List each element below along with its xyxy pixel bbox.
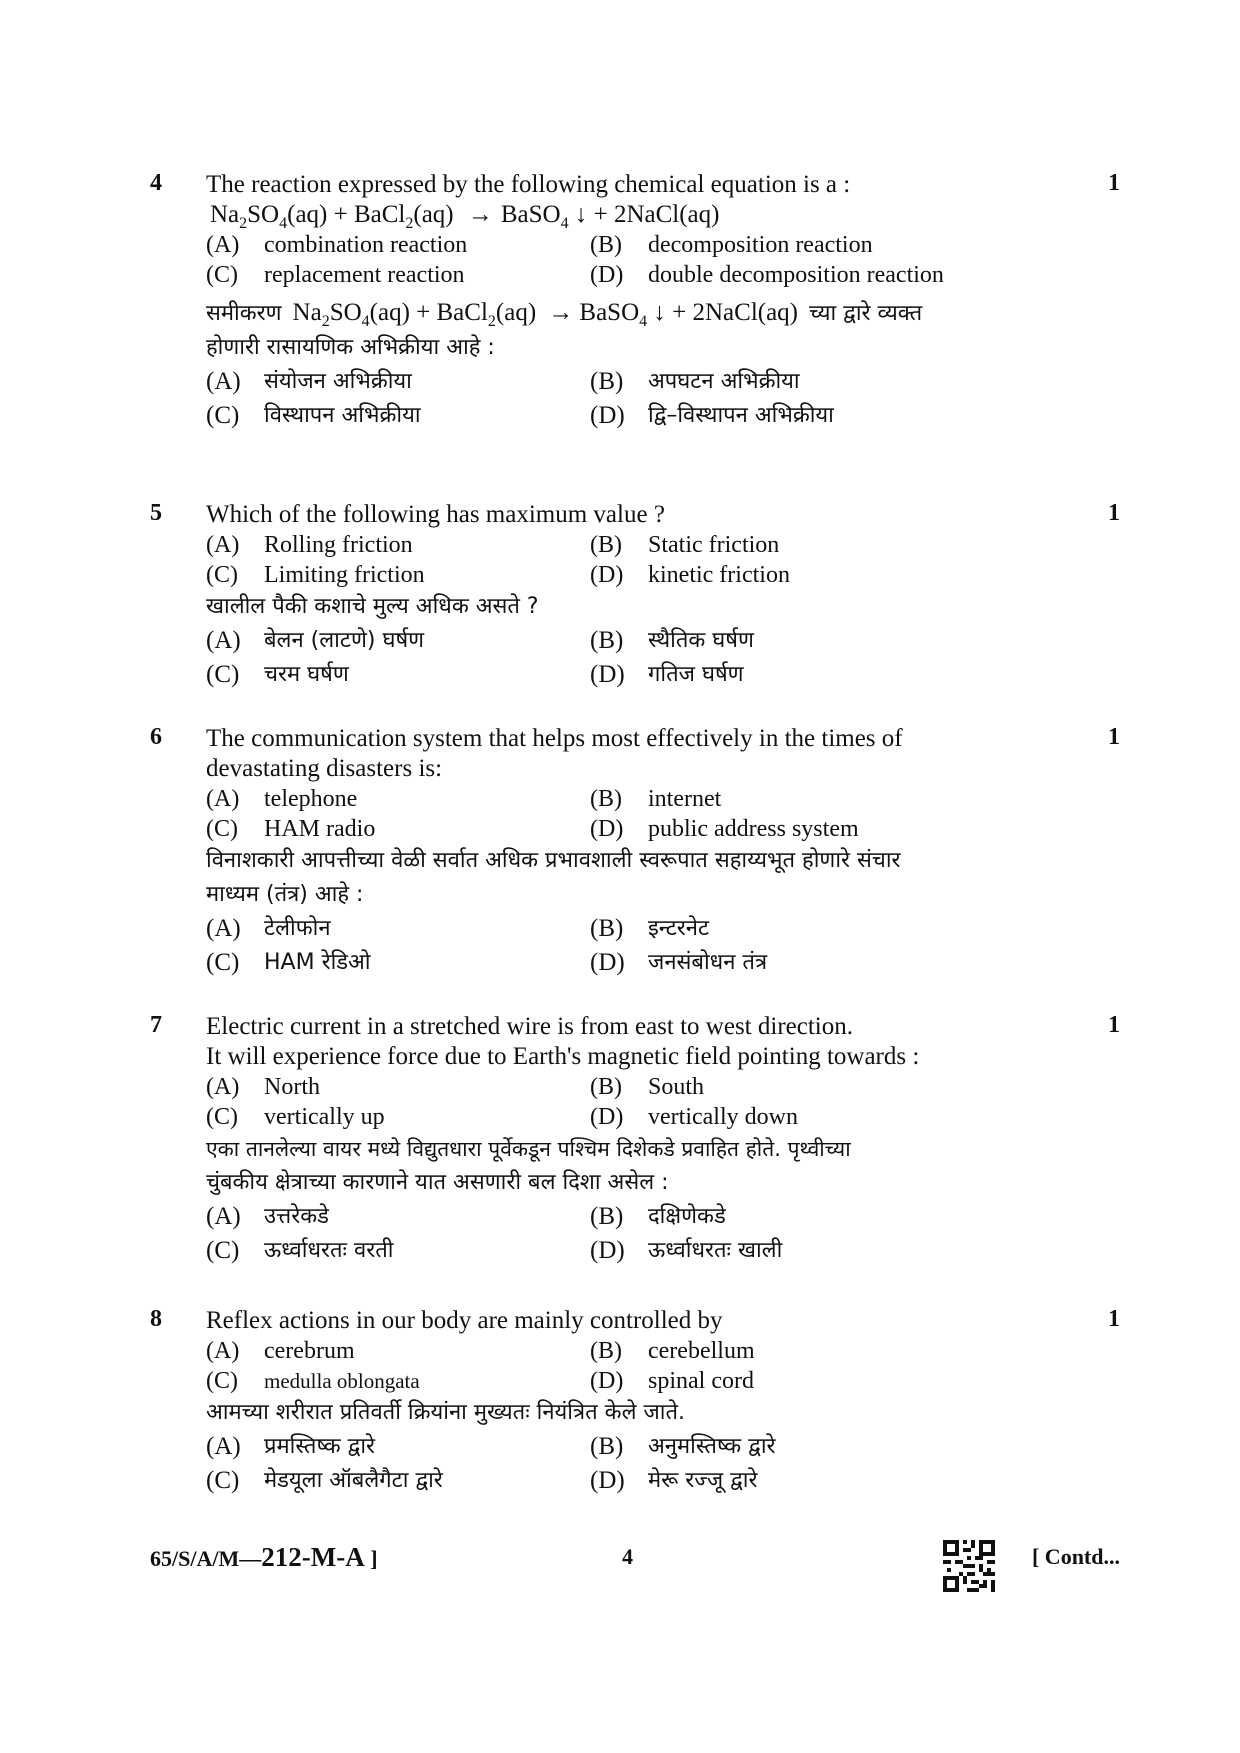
question-stem-mr: एका तानलेल्या वायर मध्ये विद्युतधारा पूर्वेकडून पश्चिम दिशेकडे प्रवाहित होते. पृथ्वीच्या xyxy=(206,1137,851,1161)
question-marks: 1 xyxy=(1108,170,1120,196)
question-stem-en: Electric current in a stretched wire is from east to west direction. xyxy=(206,1013,853,1040)
question-7 xyxy=(150,1012,1120,1272)
page-footer xyxy=(150,1540,1120,1580)
option-d-en[interactable]: (D) public address system xyxy=(590,816,859,842)
option-a-mr[interactable]: (A) प्रमस्तिष्क द्वारे xyxy=(206,1433,376,1460)
question-marks: 1 xyxy=(1108,1012,1120,1038)
option-a-en[interactable]: (A) telephone xyxy=(206,786,358,812)
continued-label: [ Contd... xyxy=(1031,1544,1120,1569)
qr-code-icon xyxy=(943,1540,995,1592)
options-en xyxy=(206,784,1066,844)
option-a-mr[interactable]: (A) टेलीफोन xyxy=(206,915,331,942)
option-d-mr[interactable]: (D) ऊर्ध्वाधरतः खाली xyxy=(590,1237,783,1264)
options-mr xyxy=(206,912,1066,980)
options-mr xyxy=(206,365,1066,433)
question-stem-mr: आमच्या शरीरात प्रतिवर्ती क्रियांना मुख्यतः नियंत्रित केले जाते. xyxy=(206,1400,686,1425)
option-c-en[interactable]: (C) medulla oblongata xyxy=(206,1368,420,1394)
option-b-en[interactable]: (B) cerebellum xyxy=(590,1338,755,1364)
question-stem-mr: समीकरण $Na_2SO_4(aq)$ + BaCl$_2$(aq) → BaSO$_4$ ↓ + 2NaCl(aq) च्या द्वारे व्यक्त xyxy=(206,299,923,330)
question-stem-mr-2: चुंबकीय क्षेत्राच्या कारणाने यात असणारी बल दिशा असेल : xyxy=(206,1170,669,1195)
option-c-mr[interactable]: (C) चरम घर्षण xyxy=(206,661,349,688)
option-c-mr[interactable]: (C) ऊर्ध्वाधरतः वरती xyxy=(206,1237,394,1264)
option-b-en[interactable]: (B) decomposition reaction xyxy=(590,232,873,258)
option-b-en[interactable]: (B) South xyxy=(590,1074,705,1100)
question-number: 8 xyxy=(150,1306,162,1332)
options-en xyxy=(206,1336,1066,1396)
option-d-mr[interactable]: (D) मेरू रज्जू द्वारे xyxy=(590,1467,758,1494)
option-a-en[interactable]: (A) combination reaction xyxy=(206,232,468,258)
question-stem-en-2: devastating disasters is: xyxy=(206,755,443,782)
options-en xyxy=(206,530,1066,590)
option-c-en[interactable]: (C) Limiting friction xyxy=(206,562,425,588)
option-b-mr[interactable]: (B) दक्षिणेकडे xyxy=(590,1203,726,1230)
option-c-mr[interactable]: (C) विस्थापन अभिक्रीया xyxy=(206,402,421,429)
options-en xyxy=(206,1072,1066,1132)
option-a-mr[interactable]: (A) बेलन (लाटणे) घर्षण xyxy=(206,627,425,654)
question-number: 5 xyxy=(150,500,162,526)
option-d-mr[interactable]: (D) जनसंबोधन तंत्र xyxy=(590,949,768,976)
question-stem-en: The reaction expressed by the following chemical equation is a : xyxy=(206,171,851,198)
option-d-en[interactable]: (D) spinal cord xyxy=(590,1368,754,1394)
option-b-mr[interactable]: (B) अपघटन अभिक्रीया xyxy=(590,368,800,395)
options-en xyxy=(206,230,1066,290)
option-b-en[interactable]: (B) Static friction xyxy=(590,532,780,558)
question-stem-en: The communication system that helps most effectively in the times of xyxy=(206,725,903,752)
question-6 xyxy=(150,724,1120,984)
options-mr xyxy=(206,624,1066,692)
question-stem-mr-2: होणारी रासायणिक अभिक्रीया आहे : xyxy=(206,335,495,360)
option-a-mr[interactable]: (A) उत्तरेकडे xyxy=(206,1203,329,1230)
question-stem-en: Reflex actions in our body are mainly controlled by xyxy=(206,1307,723,1334)
question-body xyxy=(206,1306,1066,1498)
option-b-en[interactable]: (B) internet xyxy=(590,786,722,812)
options-mr xyxy=(206,1200,1066,1268)
question-4 xyxy=(150,170,1120,430)
question-body xyxy=(206,724,1066,980)
question-stem-mr: खालील पैकी कशाचे मुल्य अधिक असते ? xyxy=(206,594,539,619)
question-8 xyxy=(150,1306,1120,1506)
option-a-mr[interactable]: (A) संयोजन अभिक्रीया xyxy=(206,368,412,395)
question-number: 7 xyxy=(150,1012,162,1038)
question-marks: 1 xyxy=(1108,500,1120,526)
options-mr xyxy=(206,1430,1066,1498)
question-5 xyxy=(150,500,1120,690)
page-number: 4 xyxy=(622,1544,633,1569)
question-stem-en-2: It will experience force due to Earth's magnetic field pointing towards : xyxy=(206,1043,920,1070)
option-c-en[interactable]: (C) HAM radio xyxy=(206,816,376,842)
option-d-en[interactable]: (D) kinetic friction xyxy=(590,562,790,588)
question-marks: 1 xyxy=(1108,1306,1120,1332)
question-number: 6 xyxy=(150,724,162,750)
option-d-en[interactable]: (D) double decomposition reaction xyxy=(590,262,944,288)
option-d-mr[interactable]: (D) द्वि–विस्थापन अभिक्रीया xyxy=(590,402,834,429)
chemical-equation-mr: $Na_2SO_4(aq)$ + BaCl$_2$(aq) → BaSO$_4$ ↓ + 2NaCl(aq) xyxy=(292,299,799,330)
paper-code: 65/S/A/M—212-M-A ] xyxy=(150,1542,378,1572)
question-marks: 1 xyxy=(1108,724,1120,750)
option-c-mr[interactable]: (C) मेडयूला ऑबलैगैटा द्वारे xyxy=(206,1467,443,1494)
chemical-equation: $Na_2SO_4(aq)$ + BaCl$_2$(aq) → BaSO$_4$ ↓ + 2NaCl(aq) xyxy=(210,201,720,232)
option-a-en[interactable]: (A) North xyxy=(206,1074,320,1100)
question-body xyxy=(206,1012,1066,1268)
option-c-en[interactable]: (C) vertically up xyxy=(206,1104,385,1130)
option-a-en[interactable]: (A) Rolling friction xyxy=(206,532,413,558)
option-d-mr[interactable]: (D) गतिज घर्षण xyxy=(590,661,744,688)
option-c-mr[interactable]: (C) HAM रेडिओ xyxy=(206,949,371,976)
question-stem-mr-2: माध्यम (तंत्र) आहे : xyxy=(206,882,364,907)
question-body xyxy=(206,500,1066,692)
option-b-mr[interactable]: (B) स्थैतिक घर्षण xyxy=(590,627,754,654)
question-body xyxy=(206,170,1066,433)
question-stem-mr: विनाशकारी आपत्तीच्या वेळी सर्वात अधिक प्रभावशाली स्वरूपात सहाय्यभूत होणारे संचार xyxy=(206,848,901,873)
option-a-en[interactable]: (A) cerebrum xyxy=(206,1338,355,1364)
option-b-mr[interactable]: (B) अनुमस्तिष्क द्वारे xyxy=(590,1433,776,1460)
question-number: 4 xyxy=(150,170,162,196)
option-d-en[interactable]: (D) vertically down xyxy=(590,1104,798,1130)
question-stem-en: Which of the following has maximum value ? xyxy=(206,501,665,528)
option-c-en[interactable]: (C) replacement reaction xyxy=(206,262,465,288)
option-b-mr[interactable]: (B) इन्टरनेट xyxy=(590,915,710,942)
